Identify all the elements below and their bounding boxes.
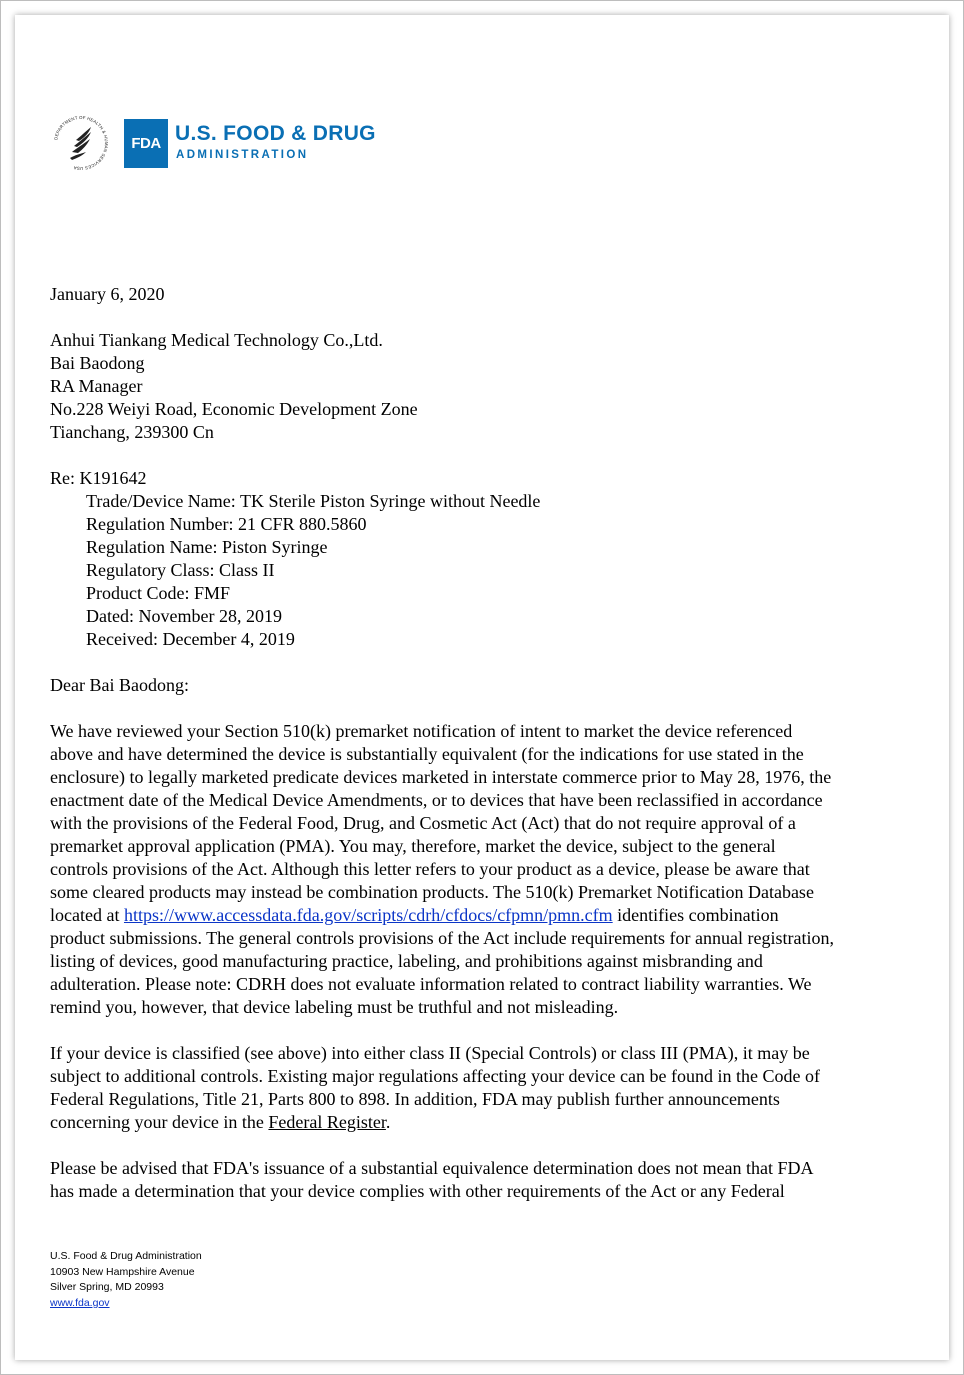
letter-body — [50, 720, 930, 1226]
address-line: No.228 Weiyi Road, Economic Development Zone — [50, 399, 418, 419]
re-detail: Regulation Number: 21 CFR 880.5860 — [86, 514, 367, 534]
link-suffix: . — [385, 1112, 391, 1132]
body-line: subject to additional controls. Existing major regulations affecting your device can be found in the Code of — [50, 1066, 820, 1086]
fda-logo — [50, 112, 380, 174]
re-line: Re: K191642 — [50, 468, 147, 488]
body-line: premarket approval application (PMA). You may, therefore, market the device, subject to the general — [50, 836, 776, 856]
address-line: Tianchang, 239300 Cn — [50, 422, 214, 442]
agency-subtitle: ADMINISTRATION — [176, 149, 309, 161]
body-line: listing of devices, good manufacturing practice, labeling, and prohibitions against misbranding and — [50, 951, 763, 971]
body-line-with-link — [50, 904, 930, 927]
re-detail: Regulatory Class: Class II — [86, 560, 275, 580]
body-line: remind you, however, that device labeling must be truthful and not misleading. — [50, 997, 619, 1017]
letter-footer — [50, 1249, 202, 1311]
letter-date: January 6, 2020 — [50, 284, 165, 304]
fda-logo-box — [124, 119, 168, 168]
pmn-database-link[interactable]: https://www.accessdata.fda.gov/scripts/cdrh/cfdocs/cfpmn/pmn.cfm — [123, 905, 613, 925]
re-detail: Regulation Name: Piston Syringe — [86, 537, 328, 557]
body-line: Please be advised that FDA's issuance of a substantial equivalence determination does not mean that FDA — [50, 1158, 814, 1178]
link-prefix: concerning your device in the — [50, 1112, 269, 1132]
body-line: If your device is classified (see above) into either class II (Special Controls) or class III (PMA), it may be — [50, 1043, 810, 1063]
body-line: We have reviewed your Section 510(k) premarket notification of intent to market the device referenced — [50, 721, 793, 741]
fda-logo-text: FDA — [131, 135, 161, 152]
footer-org: U.S. Food & Drug Administration — [50, 1250, 202, 1262]
body-line: with the provisions of the Federal Food, Drug, and Cosmetic Act (Act) that do not require approval of a — [50, 813, 796, 833]
body-line-with-link — [50, 1111, 930, 1134]
paragraph-advisory — [50, 1157, 930, 1203]
body-line: adulteration. Please note: CDRH does not evaluate information related to contract liability warranties. We — [50, 974, 812, 994]
body-line: controls provisions of the Act. Although this letter refers to your product as a device, please be aware that — [50, 859, 810, 879]
body-line: product submissions. The general controls provisions of the Act include requirements for annual registration, — [50, 928, 834, 948]
body-line: enclosure) to legally marketed predicate devices marketed in interstate commerce prior to May 28, 1976, the — [50, 767, 832, 787]
paragraph-review — [50, 720, 930, 1019]
address-line: RA Manager — [50, 376, 143, 396]
footer-street: 10903 New Hampshire Avenue — [50, 1265, 195, 1278]
re-detail: Trade/Device Name: TK Sterile Piston Syringe without Needle — [86, 491, 541, 511]
body-line: has made a determination that your device complies with other requirements of the Act or any Federal — [50, 1181, 785, 1201]
re-detail: Product Code: FMF — [86, 583, 231, 603]
hhs-seal-icon — [50, 112, 112, 174]
address-line: Anhui Tiankang Medical Technology Co.,Ltd. — [50, 330, 383, 350]
salutation: Dear Bai Baodong: — [50, 675, 189, 695]
link-suffix: identifies combination — [612, 905, 779, 925]
footer-website-link[interactable]: www.fda.gov — [50, 1296, 110, 1309]
body-line: some cleared products may instead be combination products. The 510(k) Premarket Notification Database — [50, 882, 814, 902]
agency-name: U.S. FOOD & DRUG — [175, 122, 376, 145]
federal-register-link[interactable]: Federal Register — [268, 1112, 386, 1132]
re-detail: Dated: November 28, 2019 — [86, 606, 282, 626]
address-line: Bai Baodong — [50, 353, 145, 373]
body-line: enactment date of the Medical Device Amendments, or to devices that have been reclassified in accordance — [50, 790, 823, 810]
body-line: Federal Regulations, Title 21, Parts 800 to 898. In addition, FDA may publish further announcements — [50, 1089, 780, 1109]
re-detail: Received: December 4, 2019 — [86, 629, 295, 649]
link-prefix: located at — [50, 905, 124, 925]
footer-city: Silver Spring, MD 20993 — [50, 1281, 164, 1293]
svg-text:DEPARTMENT OF HEALTH & HUMAN S: DEPARTMENT OF HEALTH & HUMAN SERVICES USA — [53, 114, 110, 172]
paragraph-controls — [50, 1042, 930, 1134]
body-line: above and have determined the device is substantially equivalent (for the indications for use stated in the — [50, 744, 804, 764]
